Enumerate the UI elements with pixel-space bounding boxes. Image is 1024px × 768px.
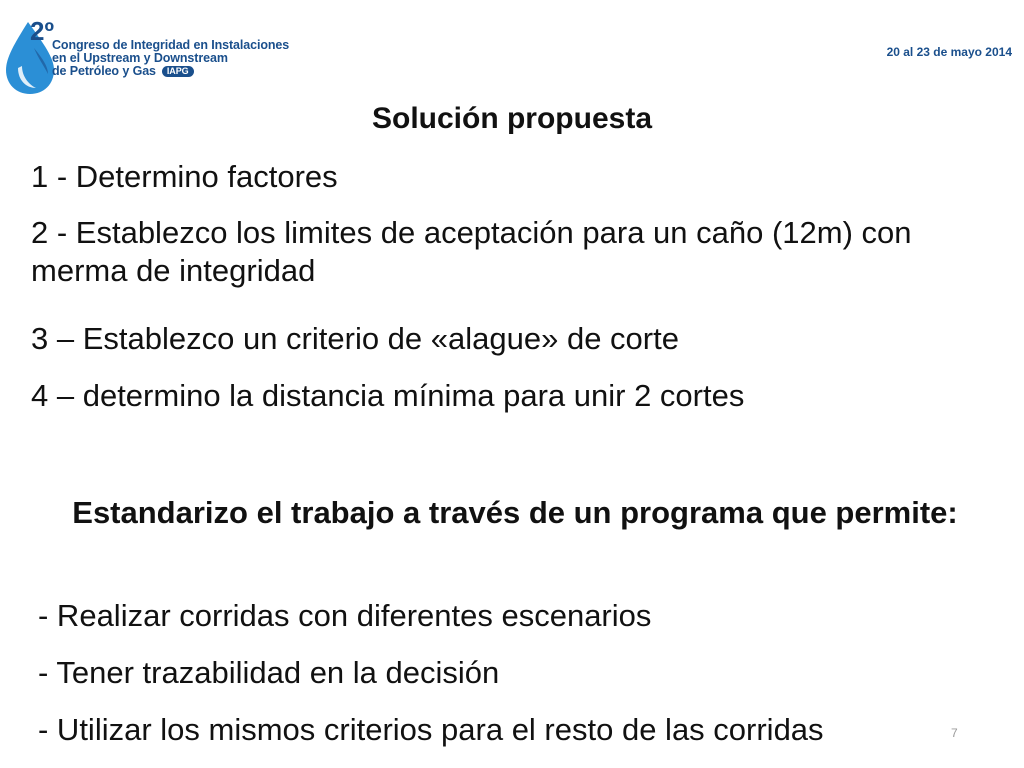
congress-line-with-badge (52, 65, 289, 78)
iapg-badge: IAPG (162, 66, 194, 77)
congress-line: de Petróleo y Gas (52, 64, 156, 78)
page-number: 7 (951, 726, 958, 740)
bullet-item: - Utilizar los mismos criterios para el resto de las corridas (38, 712, 824, 747)
event-date: 20 al 23 de mayo 2014 (886, 45, 1012, 59)
standardize-title: Estandarizo el trabajo a través de un programa que permite: (72, 495, 958, 530)
congress-title (52, 39, 289, 78)
list-item: 1 - Determino factores (31, 159, 338, 194)
list-item: 3 – Establezco un criterio de «alague» de corte (31, 321, 679, 356)
slide-heading: Solución propuesta (371, 102, 653, 135)
congress-line: Congreso de Integridad en Instalaciones (52, 38, 290, 52)
congress-logo (4, 18, 324, 96)
congress-number: 2º (30, 16, 54, 46)
list-item: 4 – determino la distancia mínima para unir 2 cortes (31, 378, 745, 413)
congress-line: en el Upstream y Downstream (52, 51, 228, 65)
list-item: 2 - Establezco los limites de aceptación para un caño (12m) con merma de integridad (31, 215, 912, 288)
bullet-item: - Realizar corridas con diferentes escenarios (38, 598, 652, 633)
bullet-item: - Tener trazabilidad en la decisión (38, 655, 500, 690)
